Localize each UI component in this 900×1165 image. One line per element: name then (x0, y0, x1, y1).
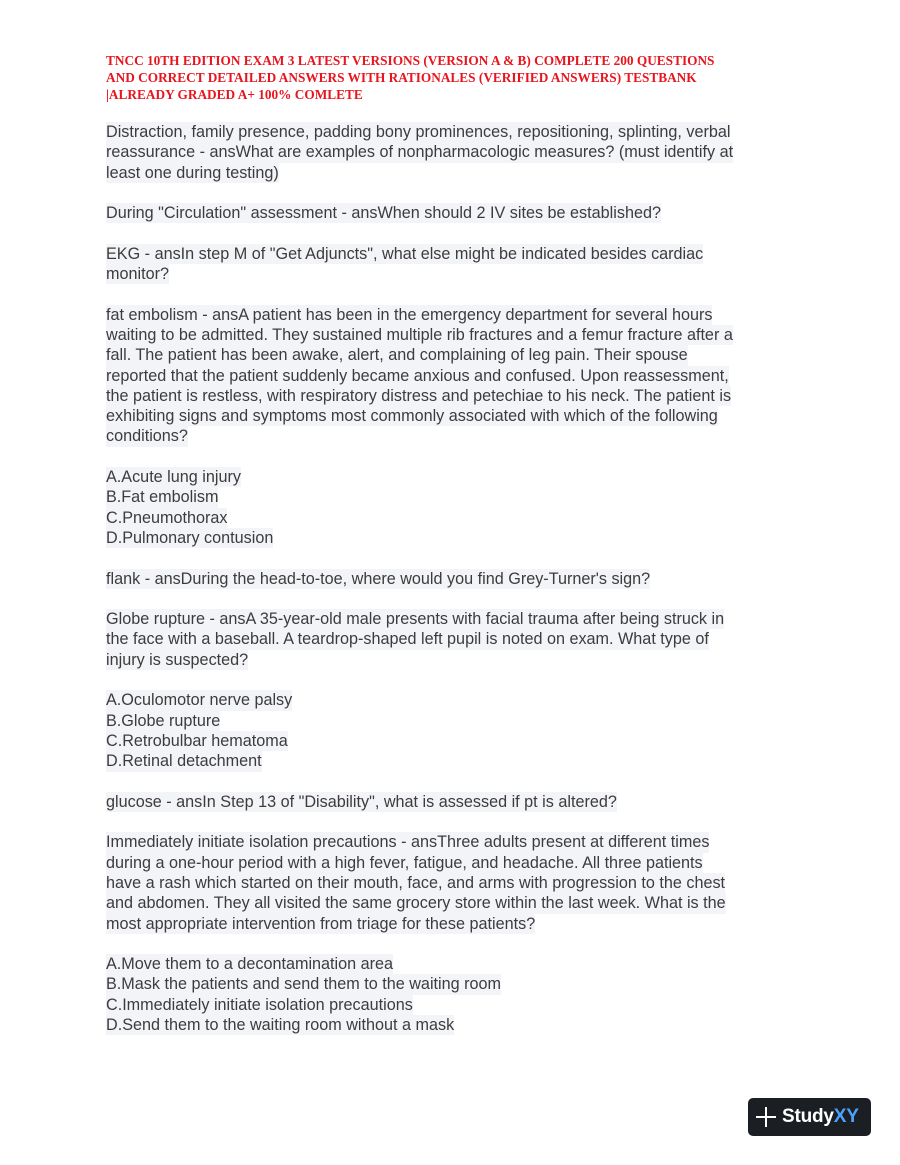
qa-iv-sites (106, 203, 806, 223)
answer-options (106, 954, 806, 1035)
text-line: have a rash which started on their mouth, face, and arms with progression to the chest (106, 873, 726, 892)
option-d: D.Pulmonary contusion (106, 528, 274, 547)
option-d: D.Send them to the waiting room without a mask (106, 1016, 455, 1035)
qa-disability-glucose (106, 792, 806, 812)
plus-icon (755, 1106, 777, 1128)
option-b: B.Mask the patients and send them to the waiting room (106, 975, 502, 994)
text-line: reported that the patient suddenly became anxious and confused. Upon reassessment, (106, 366, 729, 385)
option-d: D.Retinal detachment (106, 752, 262, 771)
option-a: A.Oculomotor nerve palsy (106, 691, 293, 710)
option-c: C.Pneumothorax (106, 508, 228, 527)
title-line: AND CORRECT DETAILED ANSWERS WITH RATIONALES (VERIFIED ANSWERS) TESTBANK (106, 70, 697, 85)
text-line: waiting to be admitted. They sustained multiple rib fractures and a femur fracture after a (106, 325, 733, 344)
option-a: A.Acute lung injury (106, 468, 241, 487)
answer-options (106, 690, 806, 771)
option-a: A.Move them to a decontamination area (106, 955, 394, 974)
text-line: glucose - ansIn Step 13 of "Disability", what is assessed if pt is altered? (106, 792, 617, 811)
text-line: the face with a baseball. A teardrop-shaped left pupil is noted on exam. What type of (106, 630, 709, 649)
document-title (106, 52, 806, 103)
text-line: flank - ansDuring the head-to-toe, where would you find Grey-Turner's sign? (106, 569, 651, 588)
text-line: monitor? (106, 265, 169, 284)
document-body (106, 122, 806, 1056)
qa-fat-embolism (106, 305, 806, 447)
option-b: B.Globe rupture (106, 711, 221, 730)
qa-nonpharmacologic (106, 122, 806, 183)
qa-get-adjuncts (106, 244, 806, 285)
qa-grey-turner (106, 569, 806, 589)
text-line: During "Circulation" assessment - ansWhen should 2 IV sites be established? (106, 204, 661, 223)
brand-logo-text (782, 1106, 859, 1128)
brand-accent: XY (833, 1106, 859, 1127)
text-line: injury is suspected? (106, 650, 249, 669)
text-line: and abdomen. They all visited the same grocery store within the last week. What is the (106, 894, 726, 913)
brand-main: Study (782, 1106, 834, 1127)
option-b: B.Fat embolism (106, 488, 219, 507)
text-line: Immediately initiate isolation precautions - ansThree adults present at different times (106, 833, 710, 852)
text-line: the patient is restless, with respiratory distress and petechiae to his neck. The patient is (106, 386, 732, 405)
qa-isolation-precautions (106, 832, 806, 933)
title-line: TNCC 10TH EDITION EXAM 3 LATEST VERSIONS (VERSION A & B) COMPLETE 200 QUESTIONS (106, 53, 715, 68)
text-line: during a one-hour period with a high fever, fatigue, and headache. All three patients (106, 853, 703, 872)
text-line: least one during testing) (106, 163, 279, 182)
title-line: |ALREADY GRADED A+ 100% COMLETE (106, 87, 363, 102)
text-line: reassurance - ansWhat are examples of nonpharmacologic measures? (must identify at (106, 143, 734, 162)
text-line: Globe rupture - ansA 35-year-old male presents with facial trauma after being struck in (106, 610, 725, 629)
qa-globe-rupture (106, 609, 806, 670)
text-line: fat embolism - ansA patient has been in the emergency department for several hours (106, 305, 713, 324)
text-line: Distraction, family presence, padding bony prominences, repositioning, splinting, verbal (106, 123, 731, 141)
text-line: EKG - ansIn step M of "Get Adjuncts", what else might be indicated besides cardiac (106, 244, 704, 263)
text-line: most appropriate intervention from triage for these patients? (106, 914, 536, 933)
option-c: C.Immediately initiate isolation precautions (106, 995, 413, 1014)
text-line: conditions? (106, 427, 188, 446)
text-line: exhibiting signs and symptoms most commonly associated with which of the following (106, 407, 718, 426)
option-c: C.Retrobulbar hematoma (106, 731, 288, 750)
text-line: fall. The patient has been awake, alert, and complaining of leg pain. Their spouse (106, 346, 688, 365)
studyxy-badge[interactable] (748, 1098, 871, 1136)
answer-options (106, 467, 806, 548)
